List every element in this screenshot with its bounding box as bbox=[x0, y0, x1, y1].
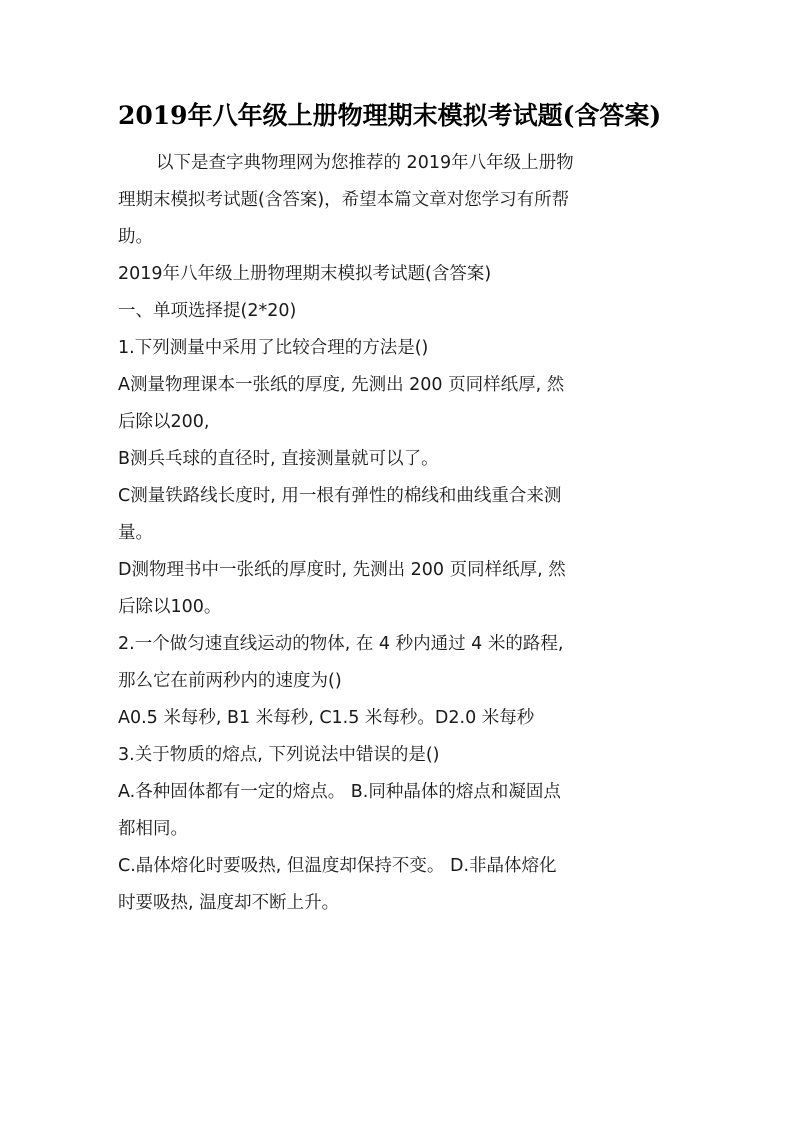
option-line: 后除以200, bbox=[118, 412, 210, 432]
paragraph-line: 助。 bbox=[118, 227, 153, 247]
paragraph-line: 以下是查字典物理网为您推荐的 2019年八年级上册物 bbox=[156, 153, 574, 173]
section-heading: 2019年八年级上册物理期末模拟考试题(含答案) bbox=[118, 264, 492, 284]
section-heading: 一、单项选择提(2*20) bbox=[118, 301, 297, 321]
document-title: 2019年八年级上册物理期末模拟考试题(含答案) bbox=[118, 101, 662, 130]
question-line: 2.一个做匀速直线运动的物体, 在 4 秒内通过 4 米的路程, bbox=[118, 634, 564, 654]
option-line: D测物理书中一张纸的厚度时, 先测出 200 页同样纸厚, 然 bbox=[118, 560, 566, 580]
option-line: A0.5 米每秒, B1 米每秒, C1.5 米每秒。D2.0 米每秒 bbox=[118, 708, 535, 728]
option-line: A.各种固体都有一定的熔点。 B.同种晶体的熔点和凝固点 bbox=[118, 782, 561, 802]
option-line: C测量铁路线长度时, 用一根有弹性的棉线和曲线重合来测 bbox=[118, 486, 562, 506]
option-line: C.晶体熔化时要吸热, 但温度却保持不变。 D.非晶体熔化 bbox=[118, 856, 557, 876]
option-line: 量。 bbox=[118, 523, 153, 543]
option-line: 都相同。 bbox=[118, 819, 188, 839]
paragraph-line: 理期末模拟考试题(含答案)，希望本篇文章对您学习有所帮 bbox=[118, 190, 570, 210]
option-line: 时要吸热, 温度却不断上升。 bbox=[118, 893, 340, 913]
question-line: 3.关于物质的熔点, 下列说法中错误的是() bbox=[118, 745, 440, 765]
option-line: 后除以100。 bbox=[118, 597, 222, 617]
document-body bbox=[118, 145, 680, 922]
option-line: B测兵乓球的直径时, 直接测量就可以了。 bbox=[118, 449, 439, 469]
question-line: 1.下列测量中采用了比较合理的方法是() bbox=[118, 338, 429, 358]
option-line: A测量物理课本一张纸的厚度, 先测出 200 页同样纸厚, 然 bbox=[118, 375, 565, 395]
question-line: 那么它在前两秒内的速度为() bbox=[118, 671, 342, 691]
